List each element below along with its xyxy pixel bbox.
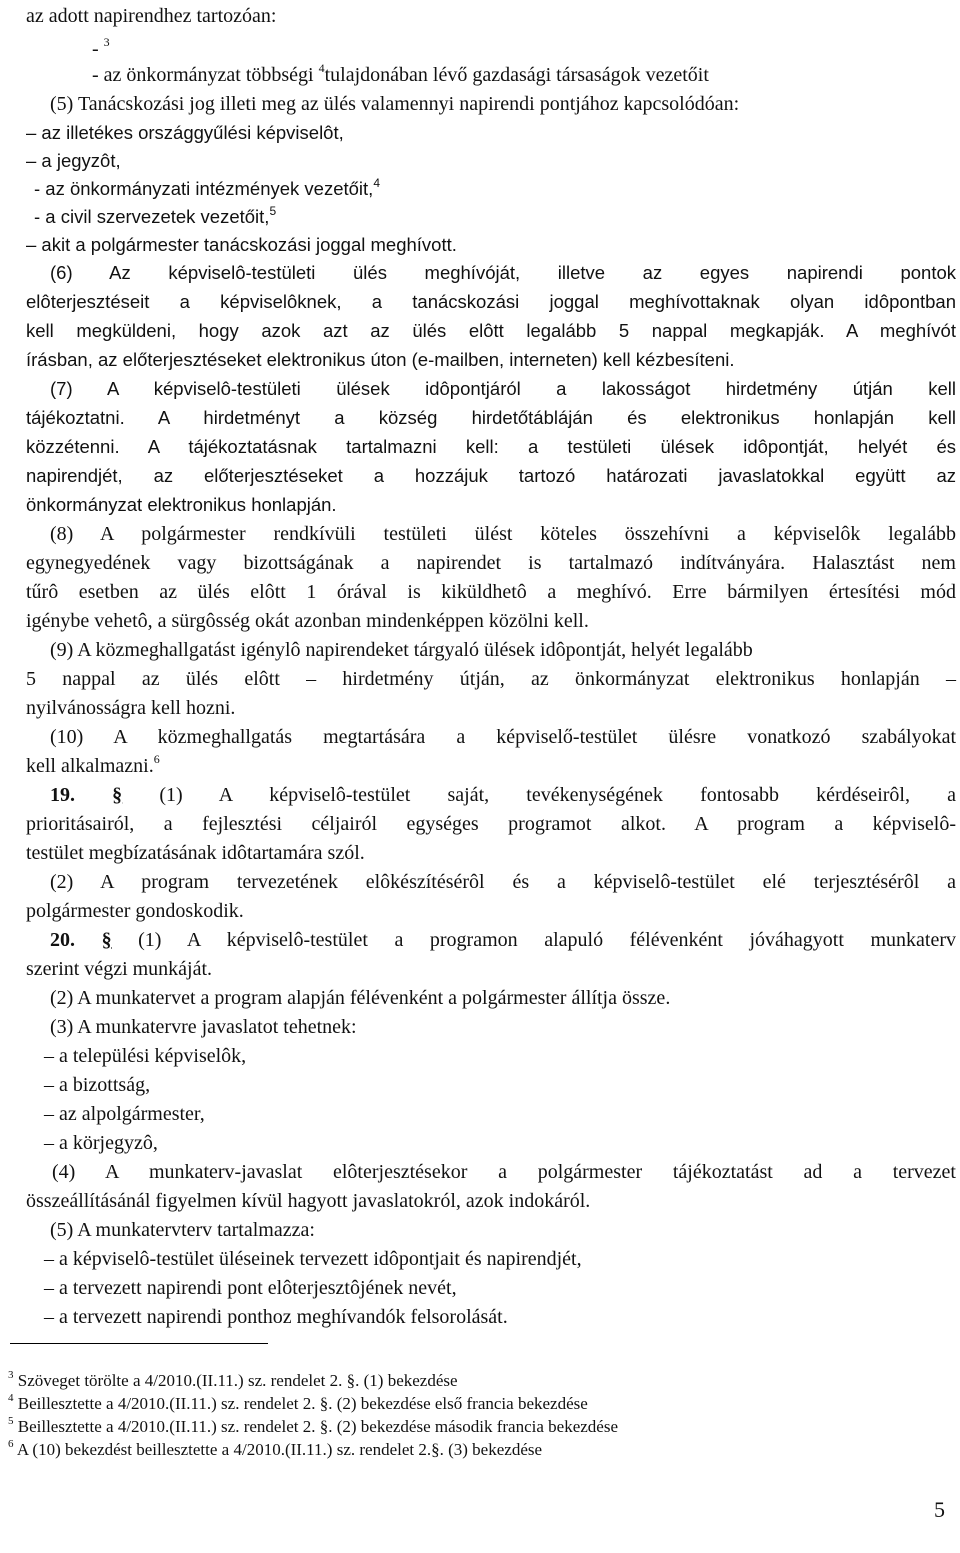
text-line: testület megbízatásának idôtartamára szól. [26,842,365,864]
text-line: közzétenni. A tájékoztatásnak tartalmazni kell: a testületi ülések idôpontját, helyét és [26,436,956,457]
text-line: (7) A képviselô-testületi ülések idôpontjáról a lakosságot hirdetmény útján kell [50,378,956,399]
footnote: $^6$ A (10) bekezdést beillesztette a 4/2010.(II.11.) sz. rendelet 2.§. (3) bekezdése [8,1438,543,1459]
footnote-ref[interactable]: 6 [153,752,160,767]
text-line: (4) A munkaterv-javaslat elôterjesztésekor a polgármester tájékoztatást ad a tervezet [52,1161,956,1183]
list-item: – a bizottság, [44,1074,151,1096]
text-line: (10) A közmeghallgatás megtartására a képviselő-testület ülésre vonatkozó szabályokat [50,726,956,748]
footnote-ref[interactable]: 4 [373,175,381,190]
text-line: (6) Az képviselô-testületi ülés meghívóját, illetve az egyes napirendi pontok [50,262,956,283]
text-line: napirendjét, az előterjesztéseket a hozzájuk tartozó határozati javaslatokkal együtt az [26,465,956,486]
text-line: egynegyedének vagy bizottságának a napirendet is tartalmazó indítványára. Halasztást nem [26,552,956,574]
list-item: – a körjegyzô, [44,1132,158,1154]
page-number: 5 [934,1497,945,1522]
text-line: tájékoztatni. A hirdetményt a község hirdetőtábláján és elektronikus honlapján kell [26,407,956,428]
list-item: – a jegyzôt, [26,150,121,171]
text-line: (5) Tanácskozási jog illeti meg az ülés valamennyi napirendi pontjához kapcsolódóan: [50,93,740,115]
text-line: - $^3$ [92,35,110,60]
text-line: tűrô esetben az ülés elôtt 1 órával is kiküldhetô a meghívó. Erre bármilyen értesítési mód [26,581,956,603]
text-line: írásban, az előterjesztéseket elektronikus úton (e-mailben, interneten) kell kézbesíteni. [26,349,735,370]
text-line: prioritásairól, a fejlesztési céljairól egységes programot alkot. A program a képviselô- [26,813,956,835]
text-line: kell megküldeni, hogy azok azt az ülés elôtt legalább 5 nappal megkapják. A meghívót [26,320,956,341]
text-line: - az önkormányzat többségi $^4$tulajdonában lévő gazdasági társaságok vezetőit [92,61,709,86]
section-sign: § [112,784,123,806]
section-number: 19. [50,784,75,806]
section-number: 20. [50,929,75,951]
text-line: az adott napirendhez tartozóan: [26,5,277,27]
text-line: (3) A munkatervre javaslatot tehetnek: [50,1016,357,1038]
list-item: – a képviselô-testület üléseinek tervezett idôpontjait és napirendjét, [44,1248,582,1270]
footnote-ref[interactable]: 3 [103,35,110,50]
footnote-ref[interactable]: 4 [318,61,325,76]
text-line: összeállításánál figyelmen kívül hagyott javaslatokról, azok indokáról. [26,1190,591,1212]
list-item: – az illetékes országgyűlési képviselôt, [26,122,344,143]
footnote-separator [10,1343,268,1344]
text-line: 5 nappal az ülés elôtt – hirdetmény útján, az önkormányzat elektronikus honlapján – [26,668,956,690]
list-item: - a civil szervezetek vezetőit,$^5$ [34,203,277,227]
section-heading-line: 19. § (1) A képviselô-testület saját, tevékenységének fontosabb kérdéseirôl, a [50,784,957,806]
text-line: szerint végzi munkáját. [26,958,213,980]
list-item: – a tervezett napirendi ponthoz meghívandók felsorolását. [44,1306,508,1328]
text-line: önkormányzat elektronikus honlapján. [26,494,337,515]
footnote-ref[interactable]: 5 [269,203,277,218]
text-line: (8) A polgármester rendkívüli testületi ülést köteles összehívni a képviselôk legalább [50,523,956,545]
section-heading-line: 20. § (1) A képviselô-testület a programon alapuló félévenként jóváhagyott munkaterv [50,929,956,951]
list-item: – a települési képviselôk, [44,1045,247,1067]
text-line: igénybe vehetô, a sürgôsség okát azonban mindenképpen közölni kell. [26,610,589,632]
list-item: – az alpolgármester, [44,1103,205,1125]
list-item: – akit a polgármester tanácskozási joggal meghívott. [26,234,457,255]
footnote: $^4$ Beillesztette a 4/2010.(II.11.) sz. rendelet 2. §. (2) bekezdése első francia bekezdése [8,1392,588,1413]
section-sign: § [101,929,112,951]
text-line: nyilvánosságra kell hozni. [26,697,236,719]
text-line: (9) A közmeghallgatást igénylô napirendeket tárgyaló ülések idôpontját, helyét legalább [50,639,753,661]
list-item: – a tervezett napirendi pont elôterjesztôjének nevét, [44,1277,457,1299]
text-line: elôterjesztéseit a képviselôknek, a tanácskozási joggal meghívottaknak olyan idôpontban [26,291,956,312]
list-item: - az önkormányzati intézmények vezetőit,$^4$ [34,175,381,199]
footnote: $^5$ Beillesztette a 4/2010.(II.11.) sz. rendelet 2. §. (2) bekezdése második francia bekezdése [8,1415,619,1436]
footnote: $^3$ Szöveget törölte a 4/2010.(II.11.) sz. rendelet 2. §. (1) bekezdése [8,1369,458,1390]
text-line: (5) A munkatervterv tartalmazza: [50,1219,315,1241]
text-line: kell alkalmazni.$^6$ [26,752,160,777]
text-line: (2) A program tervezetének elôkészítésérôl és a képviselô-testület elé terjesztésérôl a [50,871,956,893]
text-line: polgármester gondoskodik. [26,900,244,922]
text-line: (2) A munkatervet a program alapján félévenként a polgármester állítja össze. [50,987,671,1009]
